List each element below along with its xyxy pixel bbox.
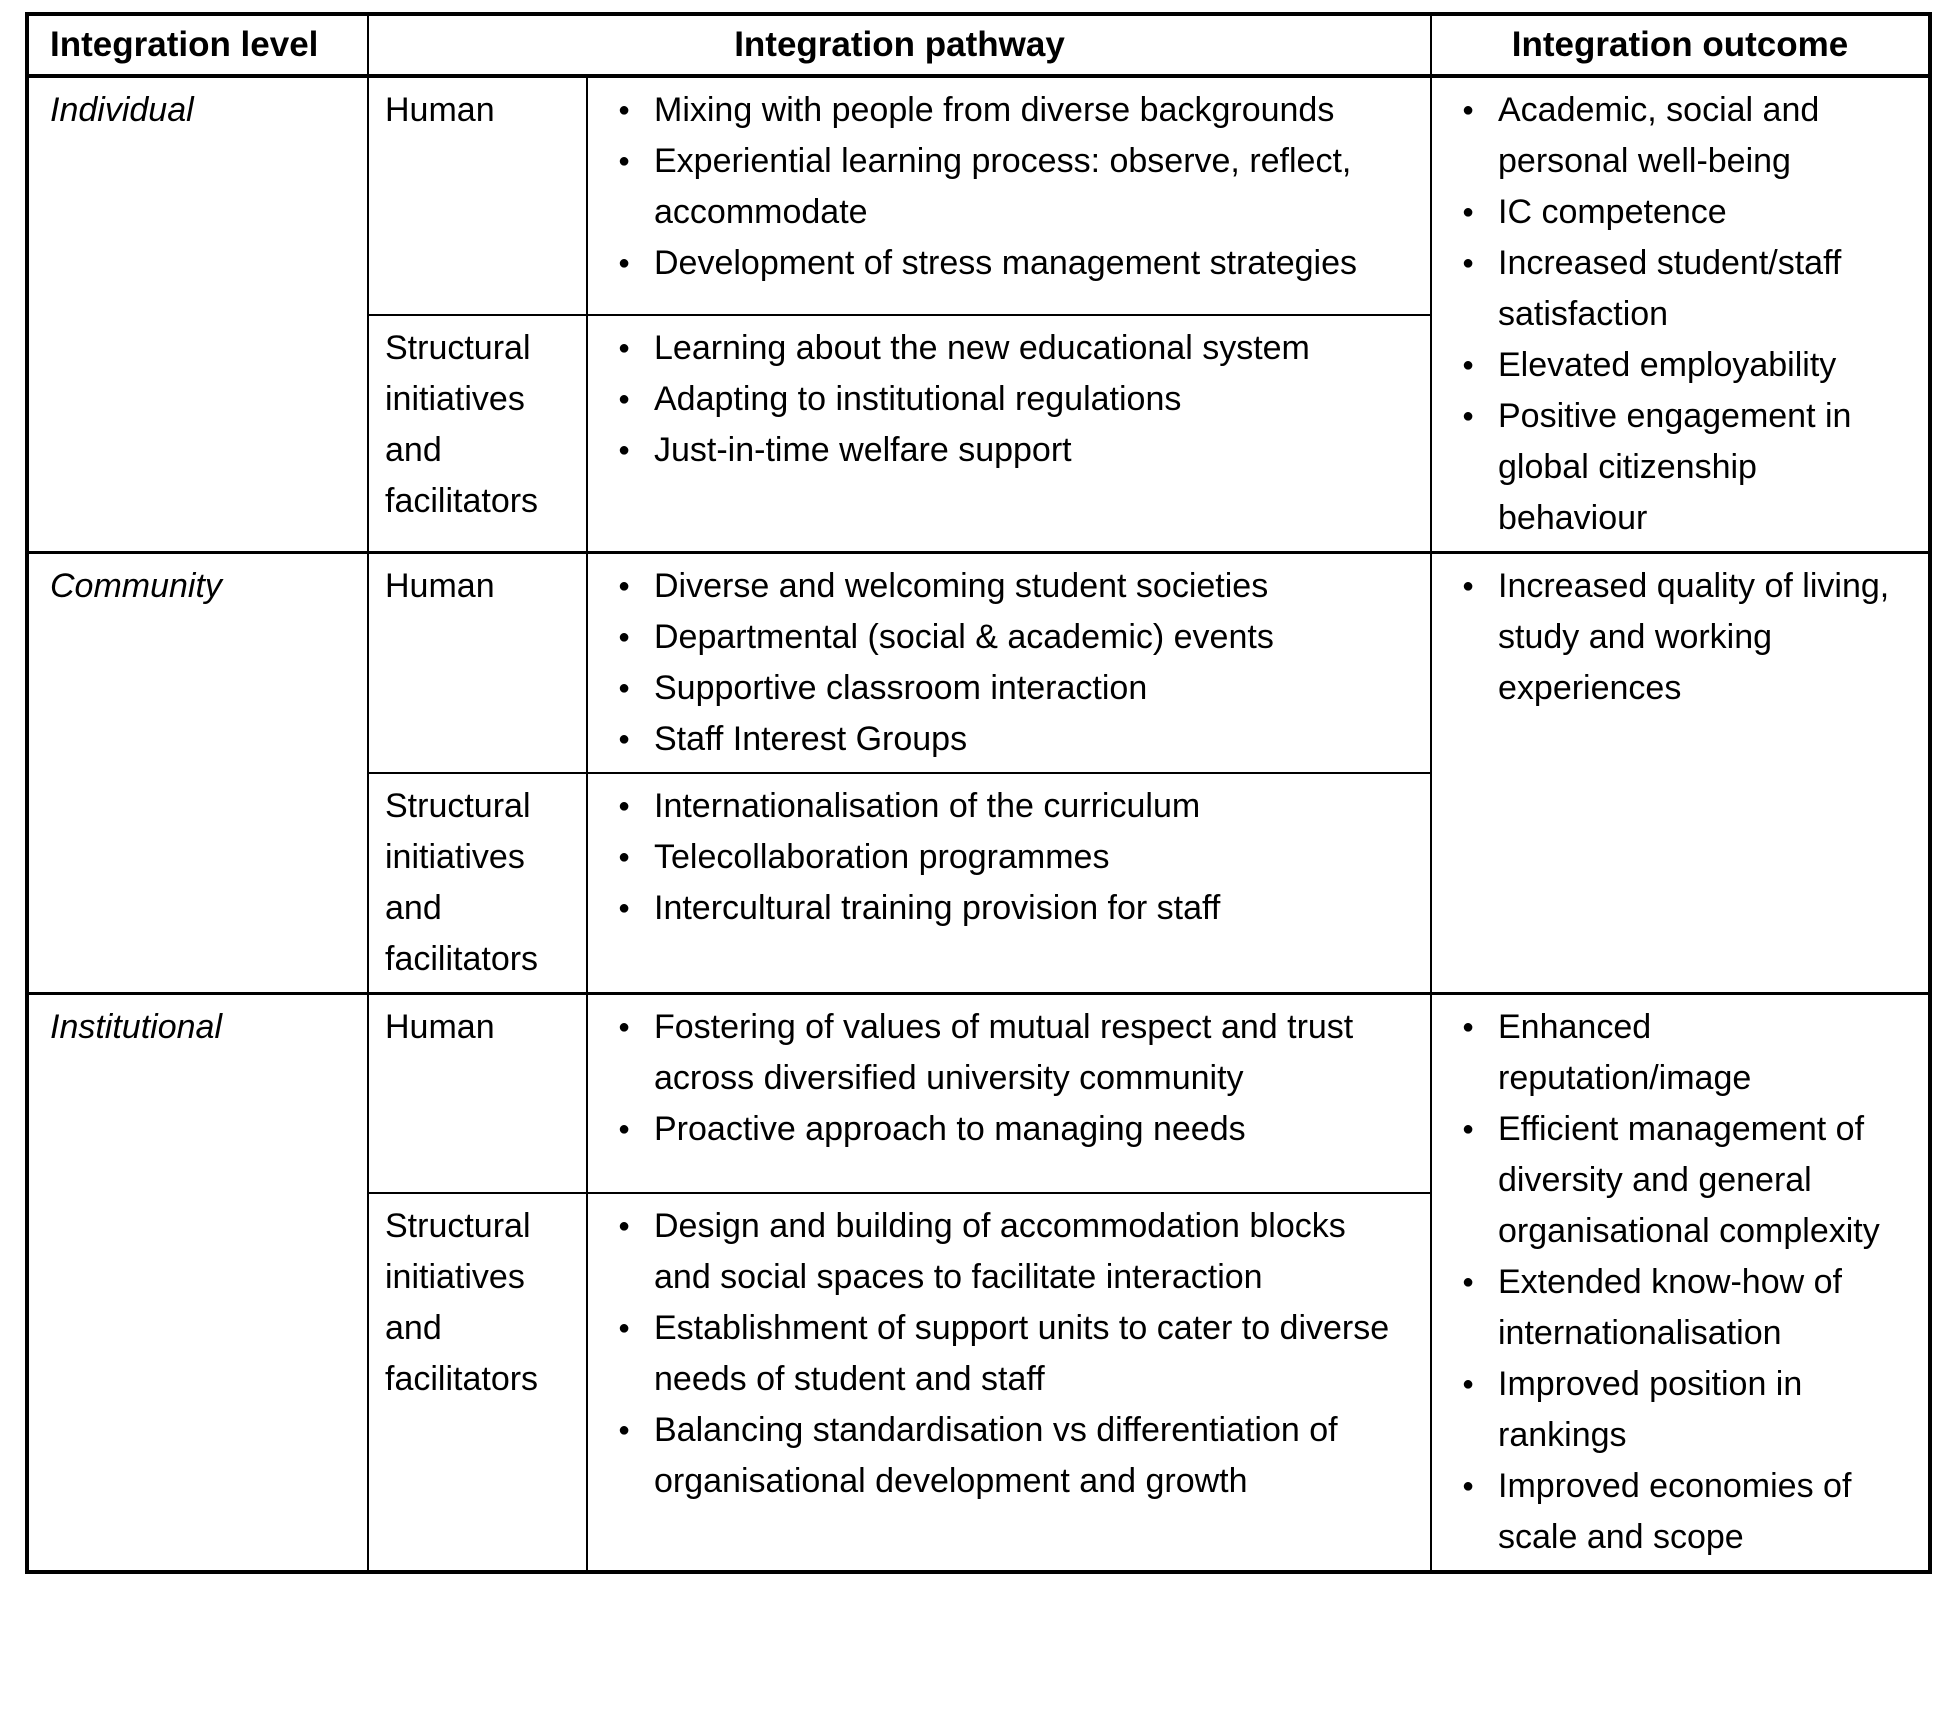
bullet-item: ● Balancing standardisation vs differentiation of organisational development and growth <box>616 1405 1406 1507</box>
level-cell-individual: Individual <box>27 76 368 553</box>
pathway-type-label-community-structural: Structural initiatives and facilitators <box>368 773 587 994</box>
pathway-cell-institutional-structural <box>587 1193 1431 1572</box>
outcome-cell-community <box>1431 553 1930 994</box>
bullet-item: ● Learning about the new educational system <box>616 323 1406 374</box>
bullet-list-individual-outcome <box>1432 85 1904 544</box>
bullet-item: ● Mixing with people from diverse backgrounds <box>616 85 1406 136</box>
bullet-item: ● Elevated employability <box>1460 340 1904 391</box>
bullet-item: ● Establishment of support units to cater to diverse needs of student and staff <box>616 1303 1406 1405</box>
bullet-item: ● Departmental (social & academic) events <box>616 612 1406 663</box>
bullet-item: ● Improved position in rankings <box>1460 1359 1904 1461</box>
pathway-type-label-institutional-structural: Structural initiatives and facilitators <box>368 1193 587 1572</box>
bullet-item: ● Telecollaboration programmes <box>616 832 1406 883</box>
pathway-cell-individual-human <box>587 76 1431 315</box>
bullet-item: ● Experiential learning process: observe, reflect, accommodate <box>616 136 1406 238</box>
bullet-list-institutional-structural <box>588 1201 1406 1507</box>
bullet-item: ● Internationalisation of the curriculum <box>616 781 1406 832</box>
header-integration-outcome: Integration outcome <box>1431 14 1930 76</box>
bullet-item: ● Development of stress management strategies <box>616 238 1406 289</box>
level-cell-institutional: Institutional <box>27 994 368 1573</box>
bullet-list-community-human <box>588 561 1406 765</box>
row-community-human <box>27 553 1930 774</box>
bullet-item: ● Enhanced reputation/image <box>1460 1002 1904 1104</box>
bullet-list-community-structural <box>588 781 1406 934</box>
pathway-type-label-individual-structural: Structural initiatives and facilitators <box>368 315 587 553</box>
bullet-item: ● Supportive classroom interaction <box>616 663 1406 714</box>
outcome-cell-institutional <box>1431 994 1930 1573</box>
pathway-type-label-community-human: Human <box>368 553 587 774</box>
pathway-type-label-institutional-human: Human <box>368 994 587 1193</box>
pathway-cell-community-structural <box>587 773 1431 994</box>
bullet-item: ● Staff Interest Groups <box>616 714 1406 765</box>
bullet-item: ● Fostering of values of mutual respect and trust across diversified university community <box>616 1002 1406 1104</box>
bullet-list-community-outcome <box>1432 561 1904 714</box>
bullet-item: ● IC competence <box>1460 187 1904 238</box>
header-row <box>27 14 1930 76</box>
bullet-item: ● Increased student/staff satisfaction <box>1460 238 1904 340</box>
bullet-item: ● Intercultural training provision for staff <box>616 883 1406 934</box>
bullet-item: ● Proactive approach to managing needs <box>616 1104 1406 1155</box>
pathway-cell-institutional-human <box>587 994 1431 1193</box>
bullet-item: ● Improved economies of scale and scope <box>1460 1461 1904 1563</box>
pathway-type-label-individual-human: Human <box>368 76 587 315</box>
bullet-list-institutional-outcome <box>1432 1002 1904 1563</box>
bullet-item: ● Design and building of accommodation blocks and social spaces to facilitate interaction <box>616 1201 1406 1303</box>
header-integration-pathway: Integration pathway <box>368 14 1431 76</box>
level-cell-community: Community <box>27 553 368 994</box>
bullet-item: ● Academic, social and personal well-being <box>1460 85 1904 187</box>
bullet-list-individual-human <box>588 85 1406 289</box>
pathway-cell-community-human <box>587 553 1431 774</box>
bullet-item: ● Increased quality of living, study and working experiences <box>1460 561 1904 714</box>
bullet-item: ● Diverse and welcoming student societies <box>616 561 1406 612</box>
row-individual-human <box>27 76 1930 315</box>
outcome-cell-individual <box>1431 76 1930 553</box>
bullet-item: ● Positive engagement in global citizenship behaviour <box>1460 391 1904 544</box>
bullet-list-individual-structural <box>588 323 1406 476</box>
integration-table <box>25 12 1932 1574</box>
row-institutional-human <box>27 994 1930 1193</box>
header-integration-level: Integration level <box>27 14 368 76</box>
bullet-item: ● Just-in-time welfare support <box>616 425 1406 476</box>
bullet-list-institutional-human <box>588 1002 1406 1155</box>
bullet-item: ● Efficient management of diversity and general organisational complexity <box>1460 1104 1904 1257</box>
pathway-cell-individual-structural <box>587 315 1431 553</box>
bullet-item: ● Extended know-how of internationalisation <box>1460 1257 1904 1359</box>
bullet-item: ● Adapting to institutional regulations <box>616 374 1406 425</box>
